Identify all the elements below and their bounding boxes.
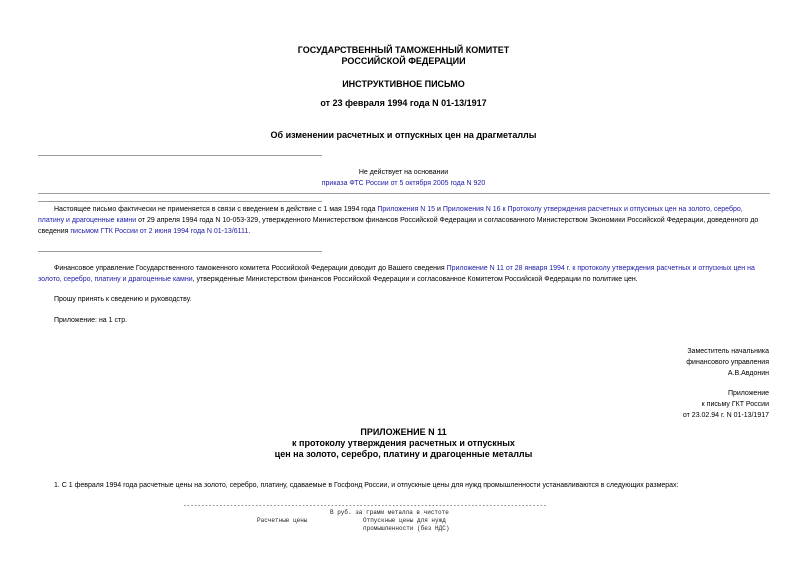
issuer-line-1: ГОСУДАРСТВЕННЫЙ ТАМОЖЕННЫЙ КОМИТЕТ: [297, 45, 510, 55]
gtk-letter-link[interactable]: письмом ГТК России от 2 июня 1994 года N 01-13/6111: [70, 228, 249, 235]
attachment-reference: [683, 388, 769, 421]
signature-department: финансового управления: [686, 359, 769, 366]
divider: [38, 155, 322, 156]
table-column-header-wholesale: Отпускные цены для нужд: [363, 517, 446, 524]
appendix-item-1: 1. С 1 февраля 1994 года расчетные цены на золото, серебро, платину, сдаваемые в Госфонд России, и отпускные цены для нужд промышленности устанавливаются в следующих размерах:: [54, 482, 679, 489]
appendix-15-link[interactable]: Приложения N 15: [377, 206, 436, 213]
body-text: Финансовое управление Государственного таможенного комитета Российской Федерации доводит до Вашего сведения: [54, 265, 447, 272]
table-rule: -----------------------------------------------------------------------------------------------------: [183, 502, 547, 509]
status-text: Не действует на основании: [358, 169, 449, 176]
notice-text: .: [248, 228, 251, 235]
body-text: , утвержденные Министерством финансов Российской Федерации и согласованное Комитетом Российской Федерации по политике цен.: [192, 276, 638, 283]
document-date: от 23 февраля 1994 года N 01-13/1917: [320, 98, 487, 108]
divider: [38, 193, 770, 194]
appendix-title-block: [0, 427, 807, 460]
appendix-16-link[interactable]: Приложения N 16 к Протоколу утверждения расчетных и отпускных цен на золото, серебро, платину и драгоценные камни: [38, 206, 743, 224]
divider: [38, 251, 322, 252]
appendix-subtitle-1: к протоколу утверждения расчетных и отпускных: [292, 438, 515, 448]
notice-text: от 29 апреля 1994 года N 10-053-329, утвержденного Министерством финансов Российской Федерации и согласованного Министерством Экономики Российской Федерации, доведенного до сведения: [38, 217, 759, 235]
signature-block: [686, 346, 769, 379]
notice-text: и: [435, 206, 443, 213]
divider: [38, 201, 322, 202]
notice-text: Настоящее письмо фактически не применяется в связи с введением в действие с 1 мая 1994 года: [54, 206, 378, 213]
issuer-line-2: РОССИЙСКОЙ ФЕДЕРАЦИИ: [341, 56, 466, 66]
document-title: Об изменении расчетных и отпускных цен на драгметаллы: [270, 130, 537, 140]
attachment-ref-line-2: к письму ГКТ России: [701, 401, 769, 408]
table-unit-caption: В руб. за грамм металла в чистоте: [330, 509, 449, 516]
appendix-subtitle-2: цен на золото, серебро, платину и драгоценные металлы: [274, 449, 533, 459]
signature-position: Заместитель начальника: [687, 348, 769, 355]
issuer-block: [0, 45, 807, 67]
document-type: ИНСТРУКТИВНОЕ ПИСЬМО: [342, 79, 465, 89]
signature-name: А.В.Авдонин: [727, 370, 769, 377]
appendix-title: ПРИЛОЖЕНИЕ N 11: [360, 427, 447, 437]
table-column-header-wholesale-2: промышленности (без НДС): [363, 525, 450, 532]
attachment-ref-line-3: от 23.02.94 г. N 01-13/1917: [682, 412, 769, 419]
editorial-notice: [38, 204, 770, 237]
repeal-order-link[interactable]: приказа ФТС России от 5 октября 2005 года N 920: [321, 180, 486, 187]
body-paragraph-2: Прошу принять к сведению и руководству.: [54, 296, 192, 303]
body-paragraph-1: [38, 263, 770, 285]
appendix-11-link[interactable]: Приложение N 11 от 28 января 1994 г. к протоколу утверждения расчетных и отпускных цен на золото, серебро, платину и драгоценные камни: [38, 265, 755, 283]
attachment-ref-line-1: Приложение: [727, 390, 769, 397]
table-column-header-settlement: Расчетные цены: [257, 517, 308, 524]
status-line-2: [0, 178, 807, 189]
attachment-note: Приложение: на 1 стр.: [54, 317, 128, 324]
